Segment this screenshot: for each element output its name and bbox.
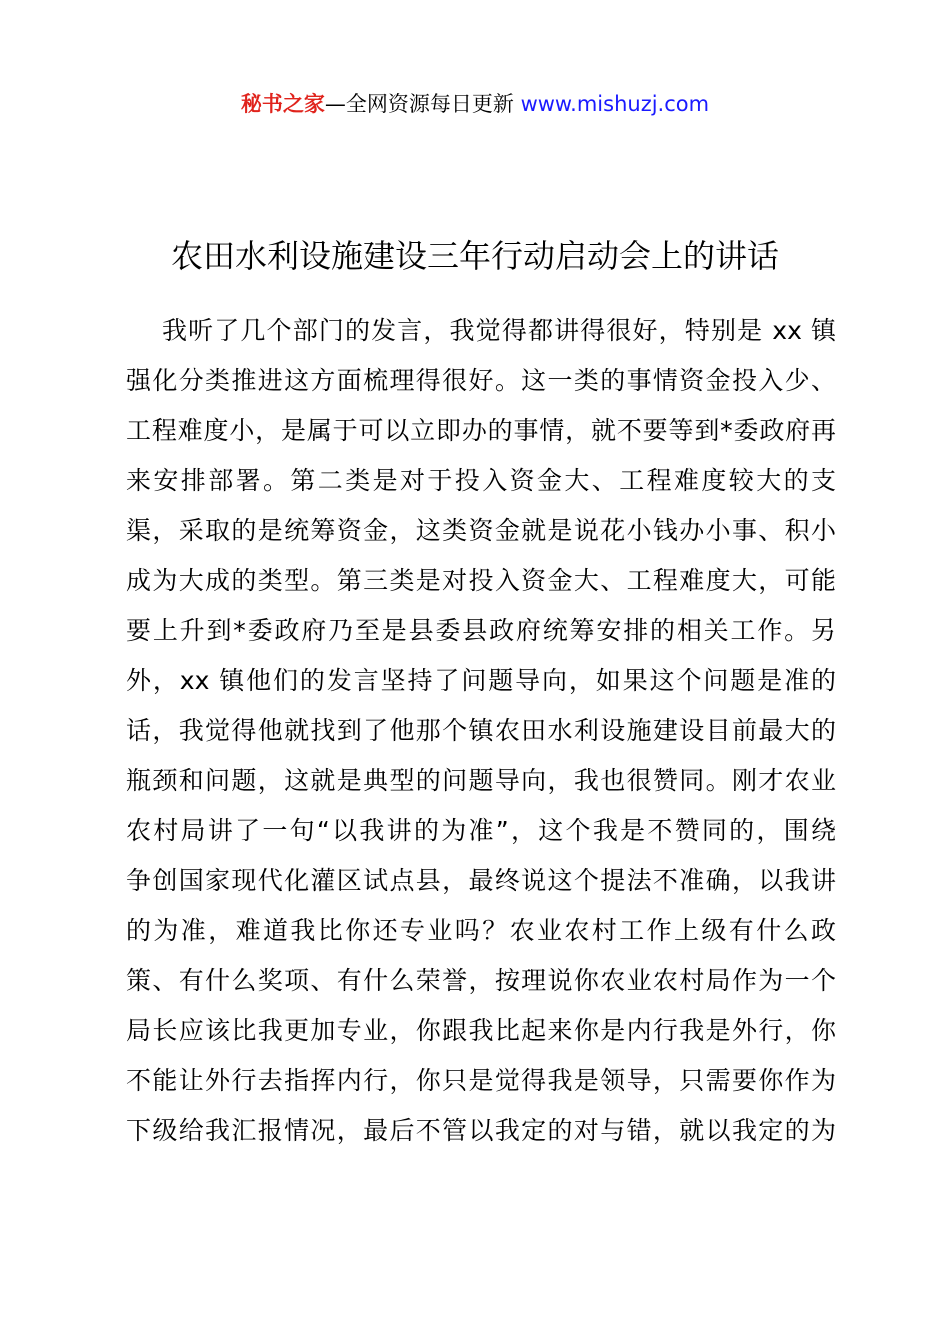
body-line: 策、有什么奖项、有什么荣誉，按理说你农业农村局作为一个 (126, 966, 836, 995)
body-line: 下级给我汇报情况，最后不管以我定的对与错，就以我定的为 (126, 1116, 836, 1145)
header-slogan: —全网资源每日更新 (324, 92, 514, 116)
body-line: 工程难度小，是属于可以立即办的事情，就不要等到*委政府再 (126, 416, 836, 445)
body-line: 来安排部署。第二类是对于投入资金大、工程难度较大的支 (126, 466, 836, 495)
site-url-link[interactable]: www.mishuzj.com (520, 92, 710, 116)
body-line: 我听了几个部门的发言，我觉得都讲得很好，特别是 xx 镇 (162, 316, 836, 345)
body-line: 外，xx 镇他们的发言坚持了问题导向，如果这个问题是准的 (126, 666, 836, 695)
body-line: 争创国家现代化灌区试点县，最终说这个提法不准确，以我讲 (126, 866, 836, 895)
document-title: 农田水利设施建设三年行动启动会上的讲话 (170, 237, 779, 275)
body-line: 强化分类推进这方面梳理得很好。这一类的事情资金投入少、 (126, 366, 836, 395)
body-line: 话，我觉得他就找到了他那个镇农田水利设施建设目前最大的 (126, 716, 836, 745)
site-header (0, 88, 950, 120)
document-body (126, 306, 836, 1156)
body-line: 成为大成的类型。第三类是对投入资金大、工程难度大，可能 (126, 566, 836, 595)
brand-name: 秘书之家 (240, 92, 325, 116)
body-line: 局长应该比我更加专业，你跟我比起来你是内行我是外行，你 (126, 1016, 836, 1045)
body-line: 渠，采取的是统筹资金，这类资金就是说花小钱办小事、积小 (126, 516, 836, 545)
body-line: 不能让外行去指挥内行，你只是觉得我是领导，只需要你作为 (126, 1066, 836, 1095)
body-line: 的为准，难道我比你还专业吗？农业农村工作上级有什么政 (126, 916, 836, 945)
body-line: 瓶颈和问题，这就是典型的问题导向，我也很赞同。刚才农业 (126, 766, 836, 795)
body-line: 要上升到*委政府乃至是县委县政府统筹安排的相关工作。另 (126, 616, 836, 645)
body-line: 农村局讲了一句“以我讲的为准”，这个我是不赞同的，围绕 (126, 816, 836, 845)
